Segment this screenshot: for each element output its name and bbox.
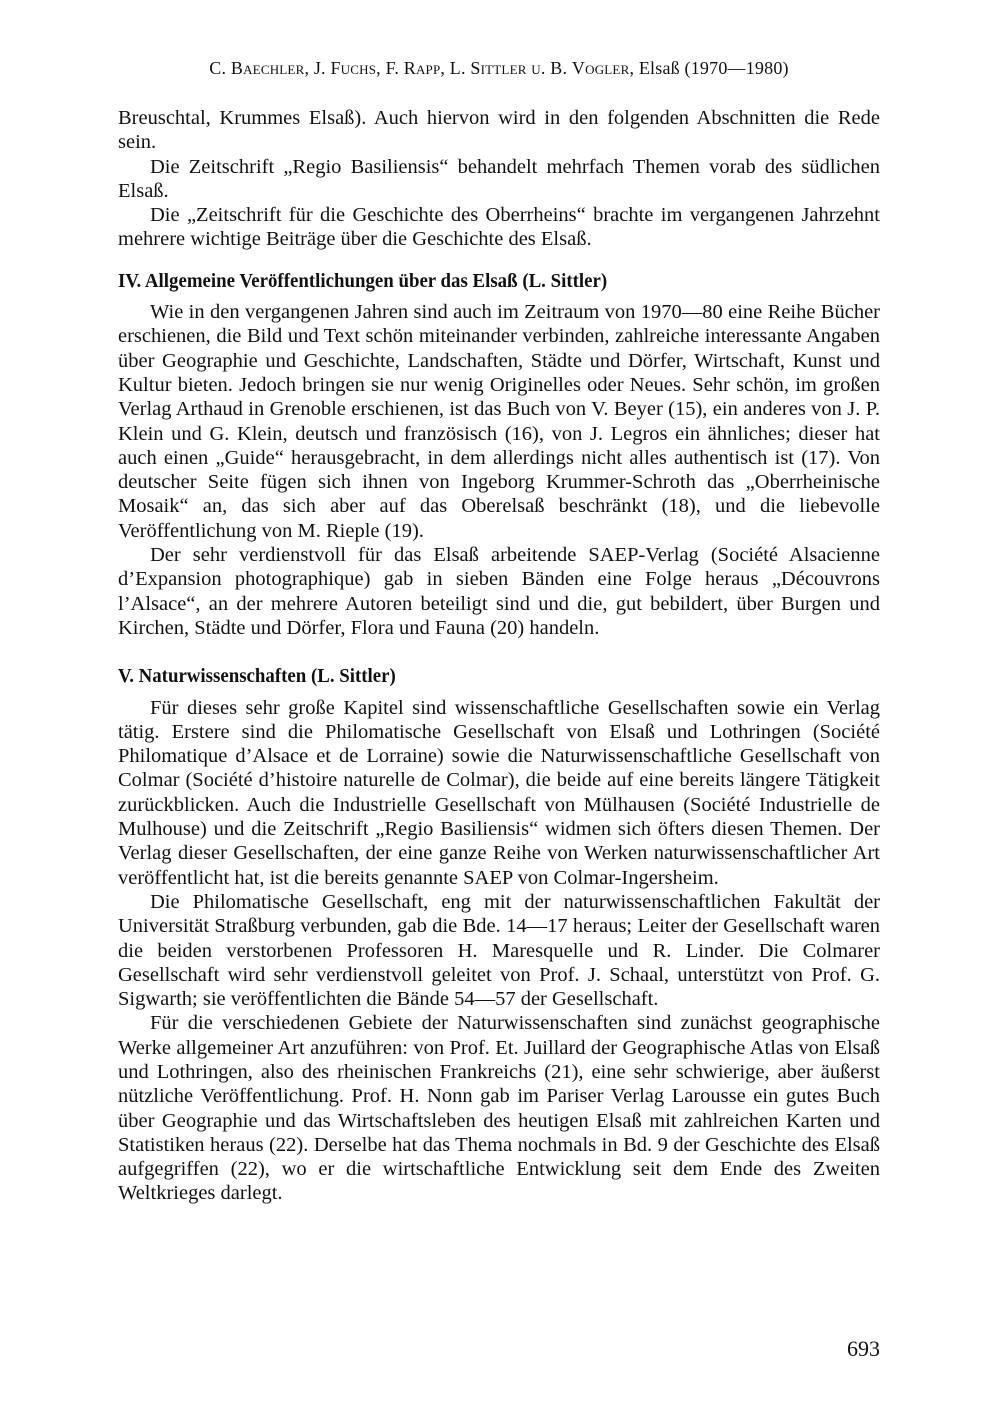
author-surname: Baechler xyxy=(230,58,305,78)
author-separator: , xyxy=(376,58,386,78)
author-surname: Sittler xyxy=(470,58,527,78)
page xyxy=(118,0,880,1419)
author-initial: F. xyxy=(385,58,404,78)
author-initial: B. xyxy=(550,58,572,78)
author-initial: C. xyxy=(209,58,231,78)
paragraph: Für die verschiedenen Gebiete der Naturwissenschaften sind zunächst geographische Werke allgemeiner Art anzuführen: von Prof. Et. Juillard der Geographische Atlas von Elsaß und Lothringen, also des rheinischen Frankreichs (21), eine sehr schwierige, aber äußerst nützliche Veröffentlichung. Prof. H. Nonn gab im Pariser Verlag Larousse ein gutes Buch über Geographie und das Wirtschaftsleben des heutigen Elsaß mit zahlreichen Karten und Statistiken heraus (22). Derselbe hat das Thema nochmals in Bd. 9 der Geschichte des Elsaß aufgegriffen (22), wo er die wirtschaftliche Entwicklung seit dem Ende des Zweiten Weltkrieges darlegt. xyxy=(118,1012,880,1205)
running-head xyxy=(118,58,880,79)
paragraph: Wie in den vergangenen Jahren sind auch im Zeitraum von 1970—80 eine Reihe Bücher erschienen, die Bild und Text schön miteinander verbinden, zahlreiche interessante Angaben über Geographie und Geschichte, Landschaften, Städte und Dörfer, Wirtschaft, Kunst und Kultur bieten. Jedoch bringen sie nur wenig Originelles oder Neues. Sehr schön, im großen Verlag Arthaud in Grenoble erschienen, ist das Buch von V. Beyer (15), ein anderes von J. P. Klein und G. Klein, deutsch und französisch (16), von J. Legros ein ähnliches; dieser hat auch einen „Guide“ herausgebracht, in dem allerdings nicht alles authentisch ist (17). Von deutscher Seite fügen sich ihnen von Ingeborg Krummer-Schroth das „Oberrheinische Mosaik“ an, das sich aber auf das Oberelsaß beschränkt (18), und die liebevolle Veröffentlichung von M. Rieple (19). xyxy=(118,301,880,542)
author-conjunction: u. xyxy=(526,58,551,78)
author-surname: Fuchs xyxy=(330,58,377,78)
running-head-title: , Elsaß (1970—1980) xyxy=(629,58,789,78)
author-initial: J. xyxy=(313,58,331,78)
author-separator: , xyxy=(440,58,450,78)
author-separator: , xyxy=(304,58,314,78)
author-surname: Vogler xyxy=(571,58,630,78)
paragraph: Für dieses sehr große Kapitel sind wissenschaftliche Gesellschaften sowie ein Verlag tätig. Erstere sind die Philomatische Gesellschaft von Elsaß und Lothringen (Société Philomatique d’Alsace et de Lorraine) sowie die Naturwissenschaftliche Gesellschaft von Colmar (Société d’histoire naturelle de Colmar), die beide auf eine bereits längere Tätigkeit zurückblicken. Auch die Industrielle Gesellschaft von Mülhausen (Société Industrielle de Mulhouse) und die Zeitschrift „Regio Basiliensis“ widmen sich öfters diesen Themen. Der Verlag dieser Gesellschaften, der eine ganze Reihe von Werken naturwissenschaftlicher Art veröffentlicht hat, ist die bereits genannte SAEP von Colmar-Ingersheim. xyxy=(118,696,880,889)
section-heading-iv: IV. Allgemeine Veröffentlichungen über das Elsaß (L. Sittler) xyxy=(118,269,608,292)
paragraph: Breuschtal, Krummes Elsaß). Auch hiervon wird in den folgenden Abschnitten die Rede sein. xyxy=(118,107,880,154)
paragraph: Der sehr verdienstvoll für das Elsaß arbeitende SAEP-Verlag (Société Alsacienne d’Expansion photographique) gab in sieben Bänden eine Folge heraus „Découvrons l’Alsace“, an der mehrere Autoren beteiligt sind und die, gut bebildert, über Burgen und Kirchen, Städte und Dörfer, Flora und Fauna (20) handeln. xyxy=(118,544,880,639)
page-number: 693 xyxy=(847,1336,880,1361)
paragraph: Die Philomatische Gesellschaft, eng mit der naturwissenschaftlichen Fakultät der Universität Straßburg verbunden, gab die Bde. 14—17 heraus; Leiter der Gesellschaft waren die beiden verstorbenen Professoren H. Maresquelle und R. Linder. Die Colmarer Gesellschaft wird sehr verdienstvoll geleitet von Prof. J. Schaal, unterstützt von Prof. G. Sigwarth; sie veröffentlichten die Bände 54—57 der Gesellschaft. xyxy=(118,890,880,1011)
section-heading-v: V. Naturwissenschaften (L. Sittler) xyxy=(118,665,396,688)
paragraph: Die Zeitschrift „Regio Basiliensis“ behandelt mehrfach Themen vorab des südlichen Elsaß. xyxy=(118,155,880,202)
paragraph: Die „Zeitschrift für die Geschichte des Oberrheins“ brachte im vergangenen Jahrzehnt mehrere wichtige Beiträge über die Geschichte des Elsaß. xyxy=(118,204,880,251)
author-initial: L. xyxy=(449,58,471,78)
body-text xyxy=(118,106,880,1206)
author-surname: Rapp xyxy=(403,58,441,78)
